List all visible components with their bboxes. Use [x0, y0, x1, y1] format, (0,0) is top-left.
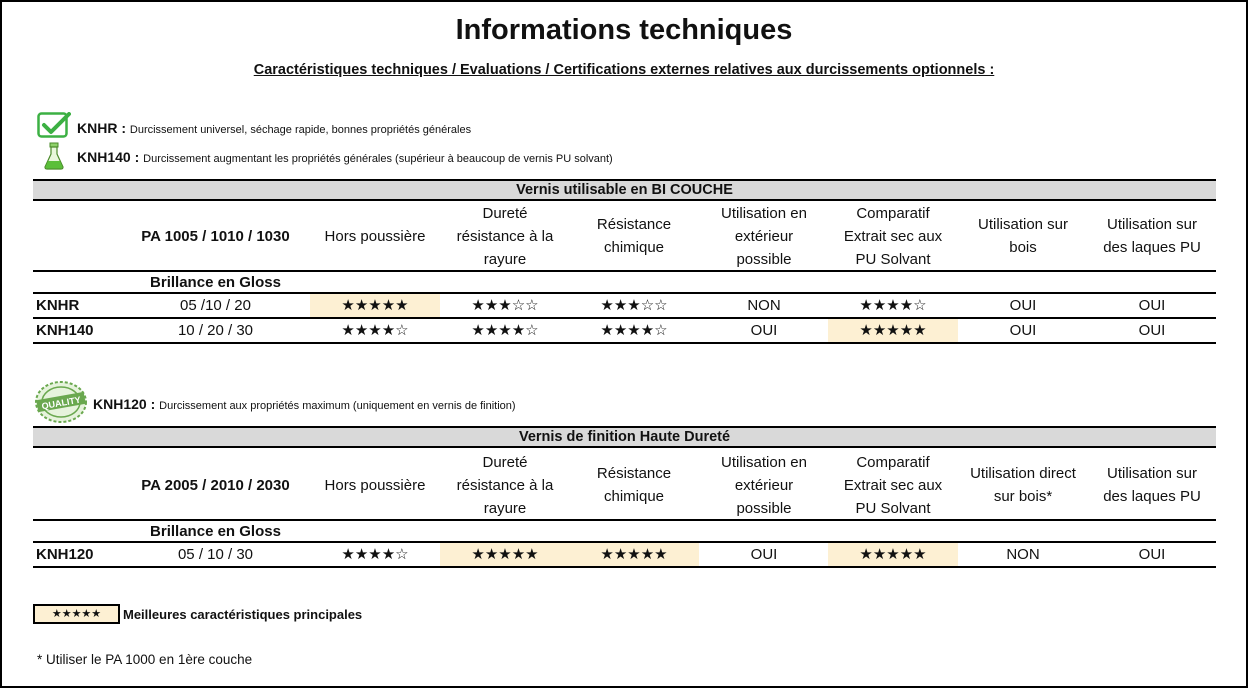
table2-row-comparatif: ★★★★★ [828, 543, 958, 566]
table2-header-laques-l1: Utilisation sur [1106, 465, 1198, 482]
table1-row-name: KNHR [36, 297, 80, 314]
legend-knh140-desc: Durcissement augmentant les propriétés générales (supérieur à beaucoup de vernis PU solvant) [143, 153, 613, 165]
table1-header-exterieur-l1: Utilisation en [721, 204, 807, 222]
table1-row-name: KNH140 [36, 322, 94, 339]
table1-header-bois-l1: Utilisation sur [977, 216, 1069, 233]
table2-header-comparatif-l2: Extrait sec aux [843, 476, 943, 494]
table2-header-laques [1088, 450, 1216, 520]
table2-header-resistance-l1: Résistance [596, 465, 672, 482]
table1-header-laques-l2: des laques PU [1103, 239, 1201, 256]
table2-header-bois [958, 450, 1088, 520]
table2-header-durete-l3: rayure [483, 499, 527, 517]
table2-band: Vernis de finition Haute Dureté [33, 426, 1216, 448]
table1-header-comparatif-l1: Comparatif [856, 204, 930, 222]
table1-row-gloss: 10 / 20 / 30 [177, 322, 254, 339]
table1-row-exterieur: OUI [750, 322, 778, 339]
table2-row-resistance: ★★★★★ [569, 543, 699, 566]
table1-header-bois-l2: bois [1009, 239, 1037, 256]
table2-header-resistance-l2: chimique [603, 488, 665, 505]
table1-header-resistance-l2: chimique [603, 239, 665, 256]
table1-row-comparatif: ★★★★★ [828, 319, 958, 342]
table1-header-resistance [569, 201, 699, 271]
table1-row-durete: ★★★☆☆ [471, 297, 539, 314]
table1-header-durete-l2: résistance à la [456, 227, 554, 245]
highlight-key-swatch: ★★★★★ [33, 604, 120, 624]
table1-row-exterieur: NON [747, 297, 781, 314]
table2-header-bois-l1: Utilisation direct [970, 465, 1076, 482]
table1-row-durete: ★★★★☆ [471, 322, 539, 339]
table2-header-comparatif [828, 450, 958, 520]
page-subtitle: Caractéristiques techniques / Evaluations / Certifications externes relatives aux durcissements optionnels : [253, 62, 995, 78]
table1-header-comparatif-l3: PU Solvant [855, 250, 931, 268]
table1-row-bois: OUI [1009, 297, 1037, 314]
table1-product: PA 1005 / 1010 / 1030 [141, 227, 290, 245]
table1-row-hors-poussiere: ★★★★★ [310, 294, 440, 317]
table2-header-comparatif-l3: PU Solvant [855, 499, 931, 517]
table2-header-durete-l1: Dureté [482, 453, 528, 471]
table1-header-comparatif-l2: Extrait sec aux [843, 227, 943, 245]
table2-header-resistance [569, 450, 699, 520]
table1-header-bois [958, 201, 1088, 271]
table1-header-durete [440, 201, 570, 271]
legend-knhr-name: KNHR : [77, 120, 126, 136]
legend-knh120 [93, 396, 516, 412]
legend-knh120-desc: Durcissement aux propriétés maximum (uniquement en vernis de finition) [159, 400, 516, 412]
legend-knhr-desc: Durcissement universel, séchage rapide, bonnes propriétés générales [129, 124, 472, 136]
table2-header-durete-l2: résistance à la [456, 476, 554, 494]
table1-header-hors-poussiere: Hors poussière [324, 227, 426, 245]
table1-header-durete-l1: Dureté [482, 204, 528, 222]
legend-knhr [77, 120, 471, 136]
table2-row-exterieur: OUI [750, 546, 778, 563]
table2-header-laques-l2: des laques PU [1103, 488, 1201, 505]
table2-header-exterieur [699, 450, 829, 520]
table1-header-exterieur-l3: possible [736, 250, 792, 268]
table2-product: PA 2005 / 2010 / 2030 [141, 476, 290, 494]
table1-gloss-label: Brillance en Gloss [150, 273, 281, 291]
table1-header-laques [1088, 201, 1216, 271]
table2-row-hors-poussiere: ★★★★☆ [341, 546, 409, 563]
highlight-key-label: Meilleures caractéristiques principales [123, 607, 363, 622]
flask-icon [43, 142, 65, 170]
table2-row-durete: ★★★★★ [440, 543, 570, 566]
table2-row-name: KNH120 [36, 546, 94, 563]
legend-knh120-name: KNH120 : [93, 396, 156, 412]
table1-row-bois: OUI [1009, 322, 1037, 339]
table1-header-resistance-l1: Résistance [596, 216, 672, 233]
table1-row-gloss: 05 /10 / 20 [180, 297, 251, 314]
table2-row-laques: OUI [1138, 546, 1166, 563]
table1-row-laques: OUI [1138, 297, 1166, 314]
table1-row-hors-poussiere: ★★★★☆ [341, 322, 409, 339]
table1-row-laques: OUI [1138, 322, 1166, 339]
table1-header-exterieur-l2: extérieur [734, 227, 794, 245]
table1-row-resistance: ★★★☆☆ [600, 297, 668, 314]
page-title: Informations techniques [455, 14, 793, 46]
table2-gloss-label: Brillance en Gloss [150, 522, 281, 540]
footnote: * Utiliser le PA 1000 en 1ère couche [37, 652, 253, 667]
table2-divider [33, 566, 1216, 568]
table2-header-hors-poussiere: Hors poussière [324, 476, 426, 494]
table2-header-exterieur-l3: possible [736, 499, 792, 517]
quality-seal-text: QUALITY [40, 394, 82, 412]
table1-row-comparatif: ★★★★☆ [859, 297, 927, 314]
table2-header-exterieur-l1: Utilisation en [721, 453, 807, 471]
table1-divider [33, 342, 1216, 344]
table2-header-exterieur-l2: extérieur [734, 476, 794, 494]
table1-header-durete-l3: rayure [483, 250, 527, 268]
table1-header-laques-l1: Utilisation sur [1106, 216, 1198, 233]
legend-knh140-name: KNH140 : [77, 149, 140, 165]
table1-row-resistance: ★★★★☆ [600, 322, 668, 339]
table2-header-comparatif-l1: Comparatif [856, 453, 930, 471]
table2-row-gloss: 05 / 10 / 30 [177, 546, 254, 563]
table2-header-durete [440, 450, 570, 520]
table1-header-exterieur [699, 201, 829, 271]
table1-header-comparatif [828, 201, 958, 271]
quality-seal-icon [34, 380, 88, 424]
checkmark-icon [37, 112, 71, 139]
table2-header-bois-l2: sur bois* [993, 488, 1053, 505]
legend-knh140 [77, 149, 613, 165]
table1-band: Vernis utilisable en BI COUCHE [33, 179, 1216, 201]
table2-row-bois: NON [1006, 546, 1040, 563]
